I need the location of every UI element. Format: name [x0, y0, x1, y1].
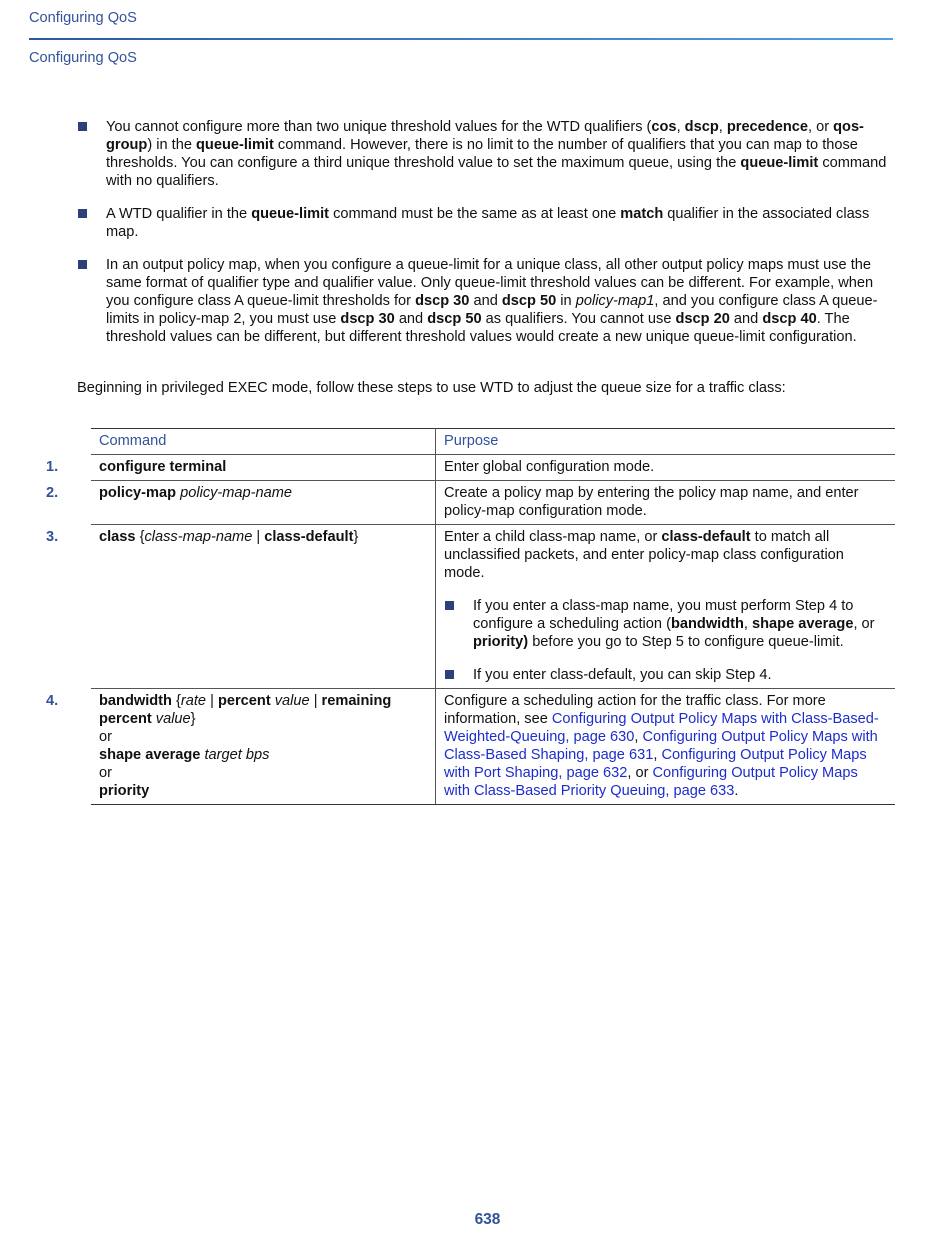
text: , and you configure class A queue-limits in policy-map 2, you must use — [106, 293, 878, 327]
argument: policy-map-name — [180, 485, 293, 501]
argument: value — [274, 693, 310, 709]
restrictions-list — [78, 118, 890, 361]
text: { — [135, 529, 145, 545]
text: Configure a scheduling action for the traffic class. For more information, see — [444, 693, 826, 727]
argument: value — [155, 711, 191, 727]
keyword: class-default — [661, 529, 751, 545]
text: . The threshold values can be different, but different threshold values would create a new unique queue-limit configuration. — [106, 311, 857, 345]
argument: class-map-name — [144, 529, 253, 545]
text: and — [394, 311, 428, 327]
text: to match all unclassified packets, and enter policy-map class configuration mode. — [444, 529, 844, 581]
or-text: or — [99, 765, 112, 781]
text: . — [734, 783, 739, 799]
keyword: bandwidth — [670, 616, 744, 632]
text: command must be the same as at least one — [329, 206, 621, 222]
text: Create a policy map by entering the policy map name, and enter policy-map configuration mode. — [444, 485, 859, 519]
keyword: class-default — [264, 529, 354, 545]
text: qualifier in the associated class map. — [106, 206, 870, 240]
purpose-cell — [436, 455, 896, 481]
command-table — [46, 428, 895, 805]
step-number: 2. — [46, 485, 59, 501]
square-bullet-icon — [445, 601, 454, 610]
square-bullet-icon — [445, 670, 454, 679]
text: If you enter class-default, you can skip Step 4. — [473, 667, 772, 683]
list-item — [444, 666, 887, 684]
keyword: priority — [99, 783, 150, 799]
text: If you enter a class-map name, you must perform Step 4 to configure a scheduling action ( — [473, 598, 854, 632]
text: , — [718, 119, 727, 135]
command-cell — [46, 689, 436, 805]
column-header-purpose: Purpose — [436, 429, 896, 455]
keyword: dscp 50 — [427, 311, 482, 327]
text: } — [353, 529, 359, 545]
keyword: priority) — [473, 634, 529, 650]
purpose-cell — [436, 525, 896, 689]
keyword: class — [99, 529, 136, 545]
text: and — [729, 311, 763, 327]
text: , — [634, 729, 643, 745]
text: command. However, there is no limit to the number of qualifiers that you can map to those thresholds. You can configure a third unique threshold value to set the maximum queue, using the — [106, 137, 858, 171]
text: | — [309, 693, 322, 709]
keyword: configure terminal — [99, 459, 227, 475]
keyword: cos — [651, 119, 677, 135]
text: command with no qualifiers. — [106, 155, 887, 189]
link-priority-queuing[interactable]: Configuring Output Policy Maps with Class-Based Priority Queuing, page 633 — [444, 765, 858, 799]
step-number: 4. — [46, 693, 59, 709]
or-text: or — [99, 729, 112, 745]
text: In an output policy map, when you configure a queue-limit for a unique class, all other output policy maps must use the same format of qualifier type and qualifier value. Only queue-limit threshold values can be different. For example, when you configure class A queue-limit thresholds for — [106, 257, 874, 309]
text: ) in the — [147, 137, 197, 153]
keyword: bandwidth — [99, 693, 172, 709]
purpose-cell — [436, 689, 896, 805]
text: A WTD qualifier in the — [106, 206, 252, 222]
text: , — [653, 747, 662, 763]
argument: target bps — [204, 747, 270, 763]
text: , or — [807, 119, 834, 135]
section-title: Configuring QoS — [29, 50, 137, 66]
keyword: dscp 40 — [762, 311, 817, 327]
command-cell — [46, 525, 436, 689]
text: You cannot configure more than two unique threshold values for the WTD qualifiers ( — [106, 119, 652, 135]
list-item — [78, 205, 890, 241]
page-number: 638 — [474, 1211, 501, 1228]
sub-list — [444, 597, 887, 684]
command-cell — [46, 455, 436, 481]
step-number: 1. — [46, 459, 59, 475]
link-class-based-shaping[interactable]: Configuring Output Policy Maps with Class-Based Shaping, page 631 — [444, 729, 878, 763]
text: , — [743, 616, 753, 632]
square-bullet-icon — [78, 122, 87, 131]
text: , — [676, 119, 685, 135]
table-row — [91, 481, 895, 525]
keyword: precedence — [726, 119, 808, 135]
keyword: dscp 20 — [675, 311, 730, 327]
keyword: qos-group — [106, 119, 864, 153]
keyword: percent — [217, 693, 271, 709]
table-row — [91, 455, 895, 481]
text: { — [171, 693, 181, 709]
step-number: 3. — [46, 529, 59, 545]
square-bullet-icon — [78, 260, 87, 269]
link-port-shaping[interactable]: Configuring Output Policy Maps with Port Shaping, page 632 — [444, 747, 867, 781]
header-rule — [29, 38, 893, 40]
keyword: dscp 30 — [415, 293, 470, 309]
text: , or — [853, 616, 875, 632]
keyword: dscp 30 — [340, 311, 395, 327]
keyword: remaining percent — [99, 693, 392, 727]
text: and — [469, 293, 502, 309]
list-item — [78, 118, 890, 190]
command-cell — [46, 481, 436, 525]
keyword: match — [620, 206, 664, 222]
keyword: queue-limit — [196, 137, 274, 153]
purpose-cell — [436, 481, 896, 525]
list-item — [78, 256, 890, 346]
table-row — [91, 525, 895, 689]
text: in — [556, 293, 576, 309]
keyword: dscp — [684, 119, 719, 135]
text: } — [190, 711, 196, 727]
keyword: dscp 50 — [501, 293, 557, 309]
text: Enter global configuration mode. — [444, 459, 655, 475]
text: Enter a child class-map name, or — [444, 529, 662, 545]
column-header-command: Command — [91, 429, 436, 455]
text: as qualifiers. You cannot use — [481, 311, 676, 327]
keyword: queue-limit — [740, 155, 819, 171]
text: before you go to Step 5 to configure queue-limit. — [528, 634, 844, 650]
keyword: shape average — [752, 616, 854, 632]
keyword: queue-limit — [251, 206, 330, 222]
text: , or — [627, 765, 653, 781]
text: | — [252, 529, 265, 545]
square-bullet-icon — [78, 209, 87, 218]
keyword: shape average — [99, 747, 201, 763]
text: | — [206, 693, 218, 709]
link-cbwfq[interactable]: Configuring Output Policy Maps with Class-Based-Weighted-Queuing, page 630 — [444, 711, 879, 745]
intro-paragraph: Beginning in privileged EXEC mode, follow these steps to use WTD to adjust the queue size for a traffic class: — [77, 380, 786, 396]
running-header: Configuring QoS — [29, 10, 137, 26]
keyword: policy-map — [99, 485, 177, 501]
argument: rate — [180, 693, 207, 709]
argument: policy-map1 — [575, 293, 655, 309]
list-item — [444, 597, 887, 651]
table-row — [91, 689, 895, 805]
table-header-row — [91, 429, 895, 455]
